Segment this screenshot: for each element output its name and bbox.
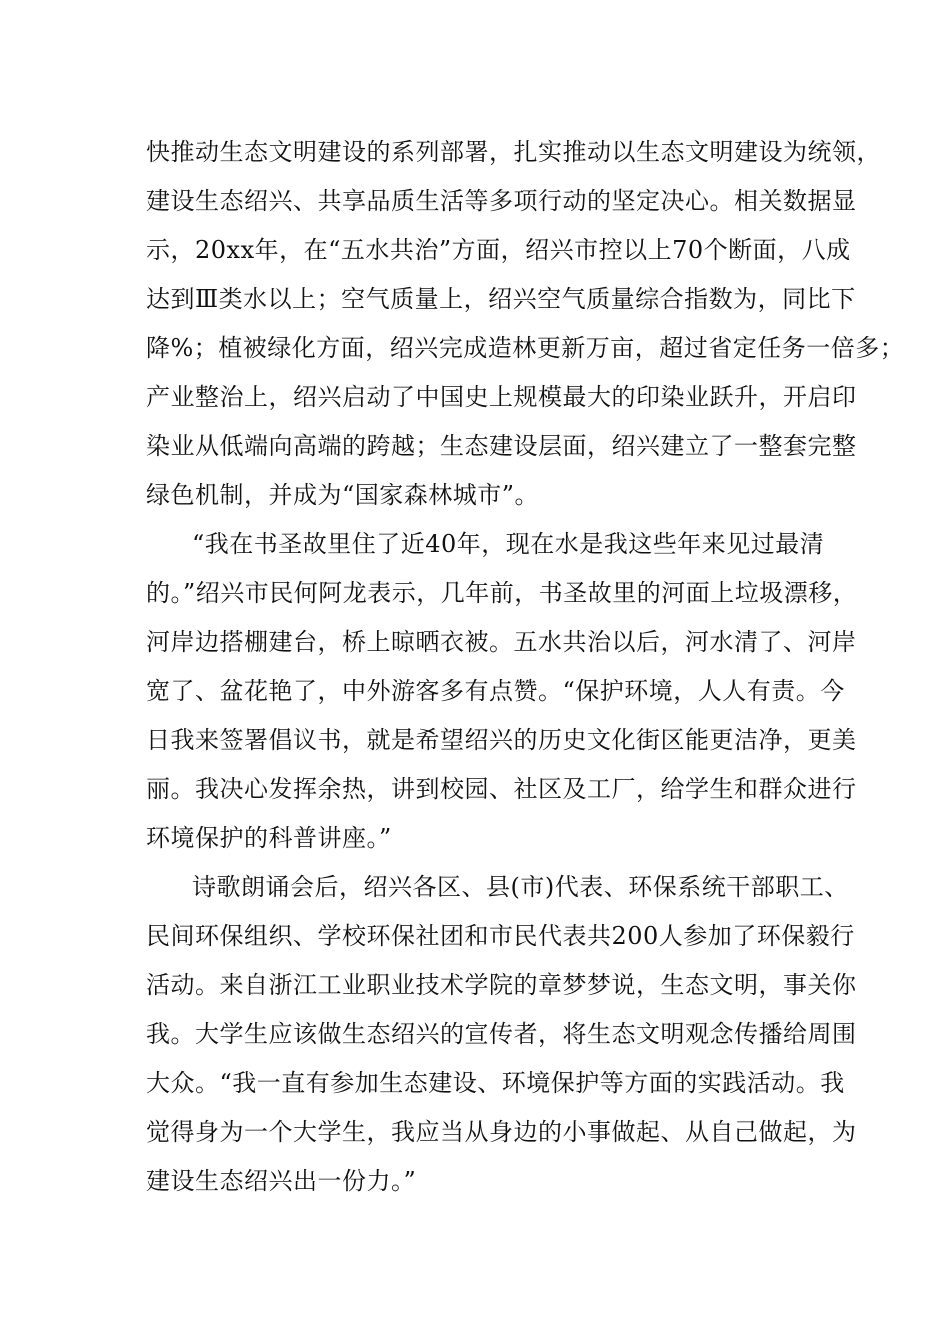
text-line: 快推动生态文明建设的系列部署，扎实推动以生态文明建设为统领， <box>146 138 881 166</box>
document-body <box>146 128 905 1206</box>
text-line: 染业从低端向高端的跨越；生态建设层面，绍兴建立了一整套完整 <box>146 432 857 460</box>
text-line: 产业整治上，绍兴启动了中国史上规模最大的印染业跃升，开启印 <box>146 383 857 411</box>
text-line: 建设生态绍兴、共享品质生活等多项行动的坚定决心。相关数据显 <box>146 187 857 215</box>
paragraph-3 <box>146 863 857 1206</box>
text-line: 丽。我决心发挥余热，讲到校园、社区及工厂，给学生和群众进行 <box>146 775 857 803</box>
text-line: 民间环保组织、学校环保社团和市民代表共200人参加了环保毅行 <box>146 922 855 950</box>
text-line: 示，20xx年，在“五水共治”方面，绍兴市控以上70个断面，八成 <box>146 236 851 264</box>
text-line: 觉得身为一个大学生，我应当从身边的小事做起、从自己做起，为 <box>146 1118 857 1146</box>
text-line: 的。”绍兴市民何阿龙表示，几年前，书圣故里的河面上垃圾漂移， <box>146 579 858 607</box>
text-line: 建设生态绍兴出一份力。” <box>146 1167 417 1195</box>
text-line-indented: “我在书圣故里住了近40年，现在水是我这些年来见过最清 <box>192 530 825 558</box>
text-line-indented: 诗歌朗诵会后，绍兴各区、县(市)代表、环保系统干部职工、 <box>192 873 849 901</box>
text-line: 宽了、盆花艳了，中外游客多有点赞。“保护环境，人人有责。今 <box>146 677 845 705</box>
text-line: 环境保护的科普讲座。” <box>146 824 392 852</box>
text-line: 河岸边搭棚建台，桥上晾晒衣被。五水共治以后，河水清了、河岸 <box>146 628 857 656</box>
text-line: 大众。“我一直有参加生态建设、环境保护等方面的实践活动。我 <box>146 1069 845 1097</box>
text-line: 我。大学生应该做生态绍兴的宣传者，将生态文明观念传播给周围 <box>146 1020 857 1048</box>
text-line: 日我来签署倡议书，就是希望绍兴的历史文化街区能更洁净，更美 <box>146 726 857 754</box>
text-line: 活动。来自浙江工业职业技术学院的章梦梦说，生态文明，事关你 <box>146 971 857 999</box>
text-line: 达到Ⅲ类水以上；空气质量上，绍兴空气质量综合指数为，同比下 <box>146 285 856 313</box>
text-line: 绿色机制，并成为“国家森林城市”。 <box>146 481 540 509</box>
text-line: 降%；植被绿化方面，绍兴完成造林更新万亩，超过省定任务一倍多； <box>146 334 905 362</box>
paragraph-2 <box>146 520 858 863</box>
paragraph-1 <box>146 128 905 520</box>
